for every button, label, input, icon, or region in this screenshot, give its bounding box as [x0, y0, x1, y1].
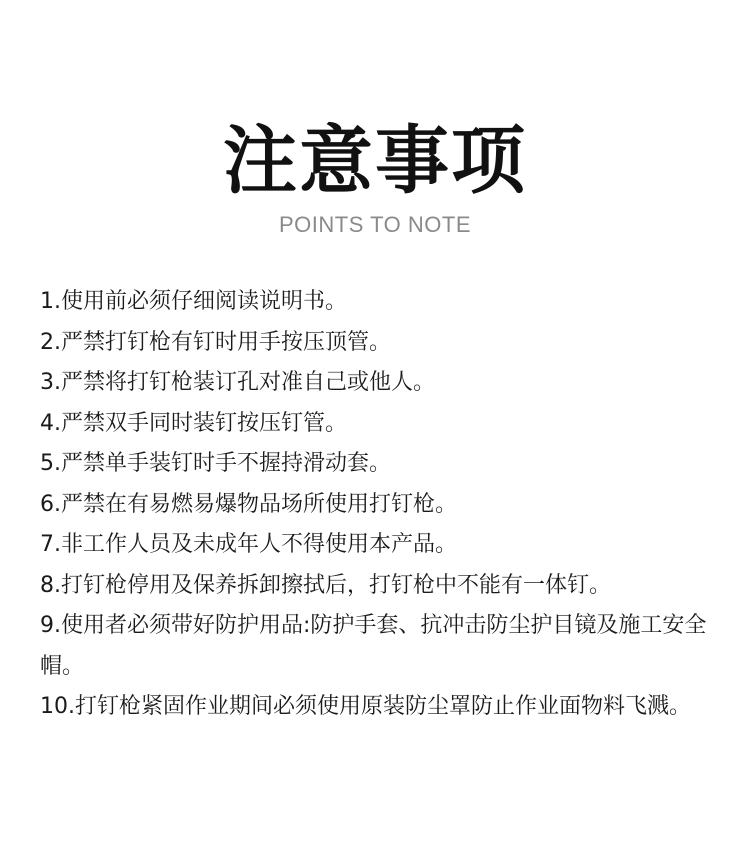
- note-item-9: 9.使用者必须带好防护用品:防护手套、抗冲击防尘护目镜及施工安全帽。: [40, 613, 707, 679]
- note-item-6: 6.严禁在有易燃易爆物品场所使用打钉枪。: [40, 491, 457, 517]
- page-title: 注意事项: [223, 118, 527, 204]
- note-item-1: 1.使用前必须仔细阅读说明书。: [40, 289, 347, 314]
- note-item-5: 5.严禁单手装钉时手不握持滑动套。: [40, 451, 391, 476]
- note-item-10: 10.打钉枪紧固作业期间必须使用原装防尘罩防止作业面物料飞溅。: [40, 694, 691, 719]
- note-item-3: 3.严禁将打钉枪装订孔对准自己或他人。: [40, 370, 435, 395]
- notes-list: [40, 282, 720, 728]
- page-subtitle: POINTS TO NOTE: [279, 212, 471, 237]
- note-item-7: 7.非工作人员及未成年人不得使用本产品。: [40, 532, 457, 557]
- note-item-2: 2.严禁打钉枪有钉时用手按压顶管。: [40, 329, 391, 355]
- note-item-8: 8.打钉枪停用及保养拆卸擦拭后，打钉枪中不能有一体钉。: [40, 572, 611, 598]
- note-item-4: 4.严禁双手同时装钉按压钉管。: [40, 410, 347, 436]
